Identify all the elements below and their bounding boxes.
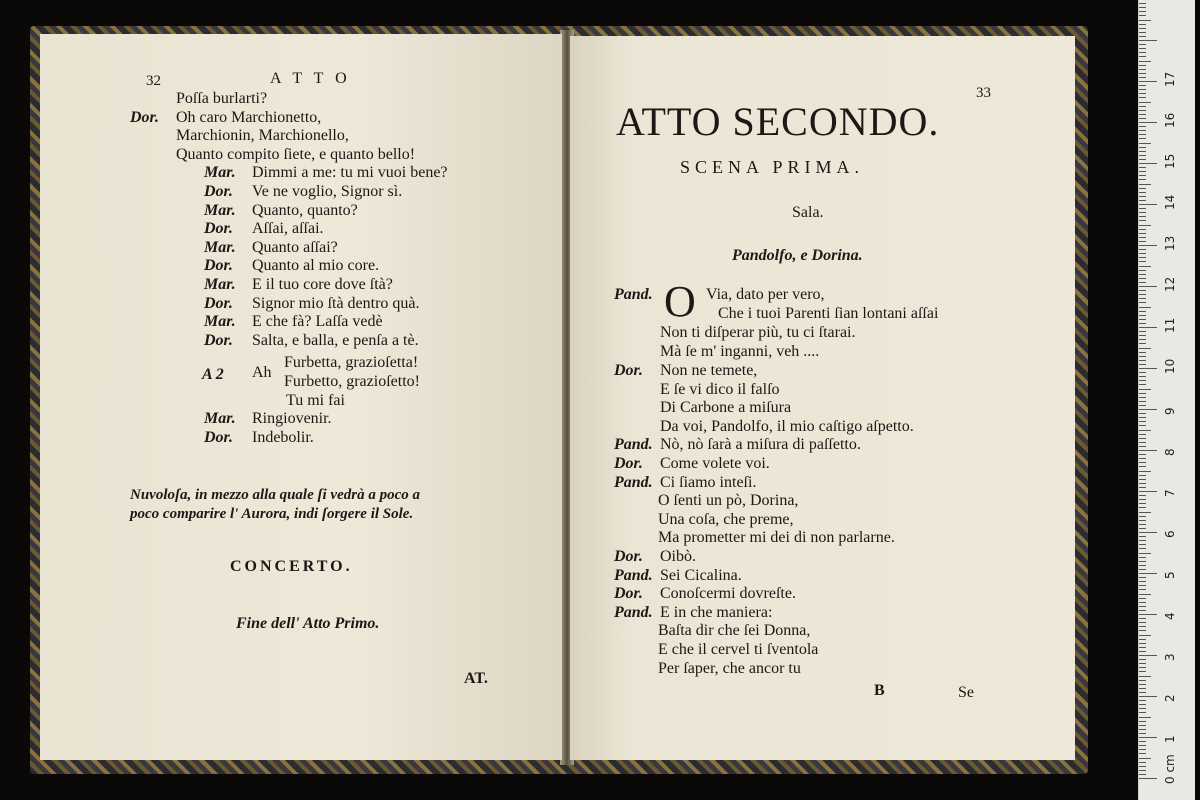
- dialogue-line: Ci ſiamo inteſi.: [660, 473, 757, 491]
- dialogue-line: Che i tuoi Parenti ſian lontani aſſai: [718, 305, 939, 322]
- ruler-tick: [1139, 93, 1146, 94]
- ruler-tick: [1139, 81, 1157, 82]
- ruler-tick: [1139, 24, 1146, 25]
- ruler-tick: [1139, 557, 1146, 558]
- ruler-tick: [1139, 7, 1146, 8]
- speaker-label: Pand.: [614, 436, 653, 454]
- a2-line-2: Furbetto, grazioſetto!: [284, 373, 420, 390]
- right-page-number: 33: [976, 85, 991, 101]
- speaker-label: Pand.: [614, 566, 653, 584]
- speaker-label: Dor.: [130, 108, 159, 126]
- ruler-tick: [1139, 487, 1146, 488]
- ruler-tick: [1139, 163, 1157, 164]
- ruler-tick: [1139, 434, 1146, 435]
- ruler-label: 14: [1163, 194, 1177, 210]
- speaker-label: Pand.: [614, 286, 653, 303]
- ruler-tick: [1139, 430, 1151, 431]
- ruler-tick: [1139, 503, 1146, 504]
- ruler-tick: [1139, 188, 1146, 189]
- ruler-tick: [1139, 253, 1146, 254]
- ruler-tick: [1139, 676, 1151, 677]
- ruler-label: 16: [1163, 112, 1177, 128]
- ruler-tick: [1139, 155, 1146, 156]
- ruler-tick: [1139, 565, 1146, 566]
- ruler-tick: [1139, 774, 1146, 775]
- dialogue-line: Come volete voi.: [660, 455, 770, 472]
- ruler-tick: [1139, 32, 1146, 33]
- right-page: [570, 36, 1075, 760]
- ruler-tick: [1139, 339, 1146, 340]
- ruler-label: 0 cm: [1163, 754, 1177, 784]
- ruler-tick: [1139, 696, 1157, 697]
- ruler-tick: [1139, 507, 1146, 508]
- ruler-tick: [1139, 315, 1146, 316]
- setting: Sala.: [792, 204, 824, 221]
- dialogue-line: E ſe vi dico il falſo: [660, 380, 780, 398]
- ruler-tick: [1139, 524, 1146, 525]
- ruler-tick: [1139, 659, 1146, 660]
- speaker-label: Dor.: [204, 257, 233, 275]
- ruler-tick: [1139, 11, 1146, 12]
- ruler-tick: [1139, 307, 1151, 308]
- a2-line-1: Furbetta, grazioſetta!: [284, 354, 419, 371]
- speaker-label: Pand.: [614, 603, 653, 621]
- ruler-tick: [1139, 610, 1146, 611]
- ruler-tick: [1139, 360, 1146, 361]
- ruler-tick: [1139, 147, 1146, 148]
- ruler-tick: [1139, 667, 1146, 668]
- ruler-tick: [1139, 663, 1146, 664]
- ruler-tick: [1139, 368, 1157, 369]
- dialogue-line: Aſſai, aſſai.: [252, 220, 324, 238]
- ruler-tick: [1139, 622, 1146, 623]
- ruler-tick: [1139, 651, 1146, 652]
- ruler-tick: [1139, 692, 1146, 693]
- ruler-tick: [1139, 708, 1146, 709]
- ruler-tick: [1139, 159, 1146, 160]
- ruler-tick: [1139, 352, 1146, 353]
- ruler-tick: [1139, 179, 1146, 180]
- ruler-tick: [1139, 208, 1146, 209]
- ruler-tick: [1139, 364, 1146, 365]
- ruler-tick: [1139, 192, 1146, 193]
- ruler-tick: [1139, 220, 1146, 221]
- ruler-tick: [1139, 3, 1146, 4]
- dialogue-line: Quanto compito ſiete, e quanto bello!: [176, 145, 416, 163]
- ruler-tick: [1139, 712, 1146, 713]
- ruler-tick: [1139, 52, 1146, 53]
- ruler-tick: [1139, 643, 1146, 644]
- ruler-tick: [1139, 241, 1146, 242]
- ruler-tick: [1139, 69, 1146, 70]
- ruler-tick: [1139, 229, 1146, 230]
- ruler-tick: [1139, 581, 1146, 582]
- ruler-tick: [1139, 323, 1146, 324]
- ruler-label: 9: [1163, 407, 1177, 415]
- ruler-tick: [1139, 446, 1146, 447]
- ruler-tick: [1139, 65, 1146, 66]
- ruler-tick: [1139, 184, 1151, 185]
- speaker-label: Dor.: [204, 331, 233, 349]
- ruler-label: 6: [1163, 530, 1177, 538]
- ruler-tick: [1139, 257, 1146, 258]
- ruler-label: 5: [1163, 571, 1177, 579]
- ruler-tick: [1139, 225, 1151, 226]
- dialogue-line: Sei Cicalina.: [660, 566, 742, 584]
- dialogue-line: Una coſa, che preme,: [658, 510, 794, 528]
- ruler-tick: [1139, 635, 1151, 636]
- ruler-tick: [1139, 44, 1146, 45]
- ruler-tick: [1139, 704, 1146, 705]
- ruler-tick: [1139, 114, 1146, 115]
- dialogue-line: Ve ne voglio, Signor sì.: [252, 183, 403, 200]
- ruler-tick: [1139, 266, 1151, 267]
- ruler-tick: [1139, 233, 1146, 234]
- ruler-tick: [1139, 409, 1157, 410]
- ruler-tick: [1139, 700, 1146, 701]
- right-catchword: Se: [958, 684, 974, 701]
- speaker-label: Mar.: [204, 201, 236, 219]
- ruler-tick: [1139, 200, 1146, 201]
- ruler-tick: [1139, 721, 1146, 722]
- tu-mi-fai: Tu mi fai: [286, 392, 345, 409]
- ruler-tick: [1139, 483, 1146, 484]
- dialogue-line: Oibò.: [660, 548, 696, 565]
- ruler-tick: [1139, 417, 1146, 418]
- ruler-tick: [1139, 606, 1146, 607]
- dialogue-line: E il tuo core dove ſtà?: [252, 276, 393, 293]
- ruler-label: 17: [1163, 71, 1177, 87]
- dialogue-line: Di Carbone a miſura: [660, 399, 792, 417]
- ruler-tick: [1139, 343, 1146, 344]
- ruler-tick: [1139, 688, 1146, 689]
- ruler-tick: [1139, 397, 1146, 398]
- ruler-tick: [1139, 286, 1157, 287]
- ruler-tick: [1139, 589, 1146, 590]
- ruler-tick: [1139, 282, 1146, 283]
- ruler-tick: [1139, 331, 1146, 332]
- ruler-tick: [1139, 729, 1146, 730]
- ruler-tick: [1139, 405, 1146, 406]
- ruler-label: 2: [1163, 694, 1177, 702]
- ruler-tick: [1139, 20, 1151, 21]
- dor-speaker: Dor.: [204, 429, 233, 446]
- ruler-tick: [1139, 495, 1146, 496]
- ruler-label: 11: [1163, 317, 1177, 333]
- speaker-label: Mar.: [204, 238, 236, 256]
- ruler-tick: [1139, 471, 1151, 472]
- ruler-tick: [1139, 61, 1151, 62]
- ruler-tick: [1139, 475, 1146, 476]
- concerto-heading: CONCERTO.: [230, 558, 353, 575]
- ruler-tick: [1139, 577, 1146, 578]
- ruler-tick: [1139, 118, 1146, 119]
- dialogue-line: Per ſaper, che ancor tu: [658, 659, 801, 677]
- speaker-label: Dor.: [204, 183, 233, 200]
- ruler-tick: [1139, 56, 1146, 57]
- dialogue-line: Conoſcermi dovreſte.: [660, 585, 796, 603]
- ruler-tick: [1139, 384, 1146, 385]
- ruler-tick: [1139, 614, 1157, 615]
- ruler-tick: [1139, 97, 1146, 98]
- ruler-tick: [1139, 770, 1146, 771]
- ruler-tick: [1139, 602, 1146, 603]
- ruler-tick: [1139, 671, 1146, 672]
- ruler-tick: [1139, 36, 1146, 37]
- left-page: [40, 34, 562, 760]
- ruler-tick: [1139, 245, 1157, 246]
- ruler-tick: [1139, 237, 1146, 238]
- ruler-tick: [1139, 585, 1146, 586]
- ruler-tick: [1139, 516, 1146, 517]
- speaker-label: Mar.: [204, 313, 236, 331]
- speaker-label: Dor.: [204, 220, 233, 238]
- ruler-tick: [1139, 85, 1146, 86]
- ruler-tick: [1139, 73, 1146, 74]
- left-catchword: AT.: [464, 670, 488, 687]
- end-of-act-one: Fine dell' Atto Primo.: [236, 615, 380, 632]
- ruler-tick: [1139, 655, 1157, 656]
- measuring-ruler: [1138, 0, 1195, 800]
- dor-line: Indebolir.: [252, 429, 314, 446]
- dialogue-line: Baſta dir che ſei Donna,: [658, 622, 811, 640]
- ruler-tick: [1139, 544, 1146, 545]
- dialogue-line: Quanto al mio core.: [252, 257, 380, 275]
- ruler-tick: [1139, 540, 1146, 541]
- dialogue-line: Via, dato per vero,: [706, 286, 825, 303]
- ruler-tick: [1139, 491, 1157, 492]
- speaker-label: Dor.: [614, 362, 643, 379]
- ruler-tick: [1139, 15, 1146, 16]
- dialogue-line: Marchionin, Marchionello,: [176, 127, 349, 145]
- ruler-tick: [1139, 733, 1146, 734]
- ruler-label: 1: [1163, 735, 1177, 743]
- ruler-tick: [1139, 311, 1146, 312]
- ruler-tick: [1139, 216, 1146, 217]
- ruler-tick: [1139, 401, 1146, 402]
- ruler-tick: [1139, 151, 1146, 152]
- ruler-tick: [1139, 725, 1146, 726]
- ruler-tick: [1139, 302, 1146, 303]
- ruler-tick: [1139, 372, 1146, 373]
- dialogue-line: Dimmi a me: tu mi vuoi bene?: [252, 164, 448, 182]
- ruler-tick: [1139, 520, 1146, 521]
- ruler-tick: [1139, 454, 1146, 455]
- speaker-label: Dor.: [614, 455, 643, 472]
- ruler-label: 15: [1163, 153, 1177, 169]
- dialogue-line: Ma prometter mi dei di non parlarne.: [658, 529, 895, 547]
- ruler-tick: [1139, 479, 1146, 480]
- dialogue-line: O ſenti un pò, Dorina,: [658, 492, 799, 510]
- ruler-tick: [1139, 450, 1157, 451]
- ruler-tick: [1139, 532, 1157, 533]
- speaker-label: Mar.: [204, 276, 236, 293]
- dialogue-line: Poſſa burlarti?: [176, 90, 268, 107]
- ruler-tick: [1139, 77, 1146, 78]
- ruler-label: 4: [1163, 612, 1177, 620]
- ruler-tick: [1139, 356, 1146, 357]
- ruler-tick: [1139, 421, 1146, 422]
- ruler-tick: [1139, 327, 1157, 328]
- ruler-tick: [1139, 639, 1146, 640]
- ruler-tick: [1139, 778, 1157, 779]
- ruler-label: 10: [1163, 358, 1177, 374]
- ruler-tick: [1139, 126, 1146, 127]
- ruler-tick: [1139, 204, 1157, 205]
- ruler-tick: [1139, 102, 1151, 103]
- dialogue-line: Non ne temete,: [660, 362, 758, 379]
- ruler-tick: [1139, 680, 1146, 681]
- ruler-tick: [1139, 561, 1146, 562]
- ruler-tick: [1139, 261, 1146, 262]
- left-page-number: 32: [146, 73, 161, 89]
- ruler-tick: [1139, 618, 1146, 619]
- ruler-tick: [1139, 40, 1157, 41]
- speaker-label: Pand.: [614, 473, 653, 491]
- ruler-label: 7: [1163, 489, 1177, 497]
- mar-line: Ringiovenir.: [252, 410, 332, 427]
- ruler-tick: [1139, 175, 1146, 176]
- ruler-tick: [1139, 569, 1146, 570]
- ruler-tick: [1139, 122, 1157, 123]
- ruler-tick: [1139, 348, 1151, 349]
- ruler-tick: [1139, 684, 1146, 685]
- dialogue-line: Quanto, quanto?: [252, 201, 358, 219]
- dialogue-line: Signor mio ſtà dentro quà.: [252, 294, 420, 312]
- drop-cap: O: [664, 277, 696, 326]
- dialogue-line: Oh caro Marchionetto,: [176, 108, 322, 126]
- stage-direction-1: Nuvoloſa, in mezzo alla quale ſi vedrà a poco a: [130, 487, 420, 503]
- ruler-tick: [1139, 762, 1146, 763]
- ruler-label: 13: [1163, 235, 1177, 251]
- dialogue-line: Da voi, Pandolfo, il mio caſtigo aſpetto.: [660, 417, 914, 435]
- dialogue-line: Quanto aſſai?: [252, 238, 338, 256]
- ruler-tick: [1139, 167, 1146, 168]
- ruler-tick: [1139, 294, 1146, 295]
- characters: Pandolfo, e Dorina.: [732, 247, 863, 264]
- ruler-tick: [1139, 319, 1146, 320]
- speaker-label: Dor.: [614, 548, 643, 565]
- ruler-tick: [1139, 717, 1151, 718]
- stage-direction-2: poco comparire l' Aurora, indi ſorgere il Sole.: [130, 506, 414, 522]
- ruler-tick: [1139, 134, 1146, 135]
- ruler-tick: [1139, 335, 1146, 336]
- ruler-tick: [1139, 647, 1146, 648]
- speaker-label: Mar.: [204, 164, 236, 182]
- signature-mark: B: [874, 682, 885, 699]
- ruler-tick: [1139, 48, 1146, 49]
- ruler-tick: [1139, 758, 1151, 759]
- ruler-tick: [1139, 462, 1146, 463]
- ruler-tick: [1139, 130, 1146, 131]
- ruler-tick: [1139, 626, 1146, 627]
- ruler-tick: [1139, 499, 1146, 500]
- ruler-tick: [1139, 548, 1146, 549]
- ruler-tick: [1139, 466, 1146, 467]
- ruler-tick: [1139, 438, 1146, 439]
- ruler-tick: [1139, 766, 1146, 767]
- dialogue-line: Nò, nò ſarà a miſura di paſſetto.: [660, 436, 861, 454]
- ruler-tick: [1139, 380, 1146, 381]
- ruler-tick: [1139, 753, 1146, 754]
- dialogue-line: Mà ſe m' inganni, veh ....: [660, 343, 820, 360]
- ruler-label: 3: [1163, 653, 1177, 661]
- ruler-tick: [1139, 110, 1146, 111]
- ruler-tick: [1139, 278, 1146, 279]
- dialogue-line: Non ti diſperar più, tu ci ſtarai.: [660, 324, 856, 341]
- ruler-tick: [1139, 249, 1146, 250]
- ruler-tick: [1139, 212, 1146, 213]
- ruler-tick: [1139, 741, 1146, 742]
- ruler-tick: [1139, 630, 1146, 631]
- ruler-label: 8: [1163, 448, 1177, 456]
- act-title: ATTO SECONDO.: [616, 99, 940, 144]
- dialogue-line: E che fà? Laſſa vedè: [252, 313, 383, 331]
- mar-speaker: Mar.: [204, 410, 236, 427]
- a2-ah: Ah: [252, 364, 272, 381]
- ruler-tick: [1139, 413, 1146, 414]
- ruler-tick: [1139, 89, 1146, 90]
- ruler-tick: [1139, 458, 1146, 459]
- scene-heading: SCENA PRIMA.: [680, 157, 865, 177]
- left-running-head: A T T O: [270, 70, 351, 87]
- ruler-tick: [1139, 270, 1146, 271]
- ruler-tick: [1139, 737, 1157, 738]
- speaker-label: Dor.: [614, 585, 643, 603]
- ruler-tick: [1139, 594, 1151, 595]
- ruler-tick: [1139, 528, 1146, 529]
- dialogue-line: E che il cervel ti ſventola: [658, 641, 819, 658]
- dialogue-line: E in che maniera:: [660, 603, 773, 621]
- ruler-tick: [1139, 106, 1146, 107]
- dialogue-line: Salta, e balla, e penſa a tè.: [252, 331, 419, 349]
- ruler-tick: [1139, 376, 1146, 377]
- speaker-label: Dor.: [204, 294, 233, 312]
- ruler-tick: [1139, 425, 1146, 426]
- ruler-tick: [1139, 393, 1146, 394]
- ruler-tick: [1139, 28, 1146, 29]
- a2-label: A 2: [202, 366, 224, 383]
- ruler-tick: [1139, 138, 1146, 139]
- ruler-tick: [1139, 536, 1146, 537]
- ruler-tick: [1139, 298, 1146, 299]
- ruler-tick: [1139, 171, 1146, 172]
- ruler-tick: [1139, 553, 1151, 554]
- ruler-tick: [1139, 745, 1146, 746]
- ruler-tick: [1139, 512, 1151, 513]
- ruler-tick: [1139, 143, 1151, 144]
- ruler-tick: [1139, 290, 1146, 291]
- ruler-tick: [1139, 573, 1157, 574]
- ruler-tick: [1139, 274, 1146, 275]
- ruler-tick: [1139, 749, 1146, 750]
- ruler-tick: [1139, 389, 1151, 390]
- ruler-tick: [1139, 196, 1146, 197]
- ruler-tick: [1139, 598, 1146, 599]
- ruler-tick: [1139, 442, 1146, 443]
- ruler-label: 12: [1163, 276, 1177, 292]
